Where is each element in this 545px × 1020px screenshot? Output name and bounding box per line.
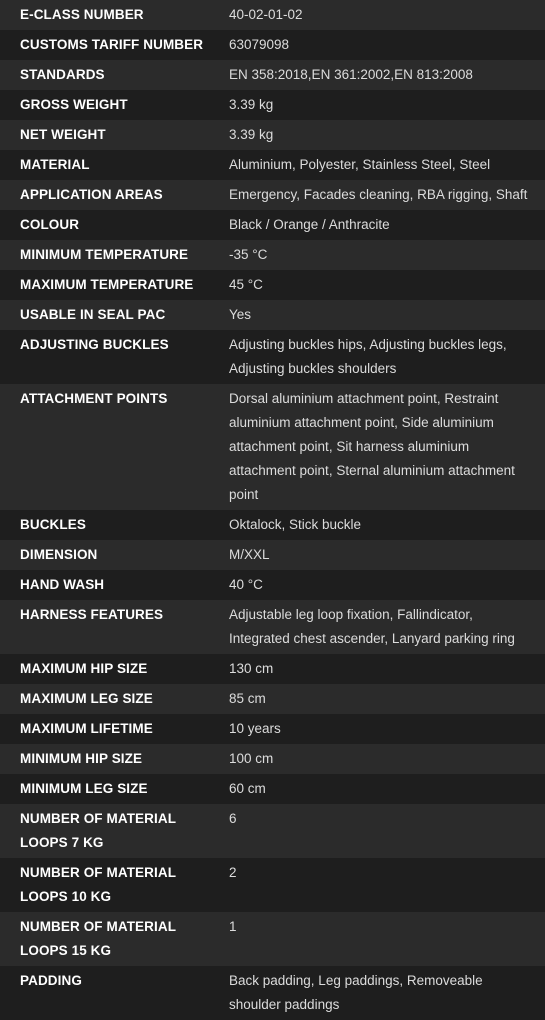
spec-row-minimum-leg-size	[0, 774, 545, 804]
spec-row-material-loops-15kg	[0, 912, 545, 966]
spec-label: GROSS WEIGHT	[20, 97, 128, 112]
spec-value: 3.39 kg	[229, 127, 274, 142]
spec-row-harness-features	[0, 600, 545, 654]
spec-value: M/XXL	[229, 547, 270, 562]
spec-value: 63079098	[229, 37, 290, 52]
spec-label: ADJUSTING BUCKLES	[20, 337, 169, 352]
spec-label: MINIMUM TEMPERATURE	[20, 247, 189, 262]
spec-label: MAXIMUM LEG SIZE	[20, 691, 153, 706]
spec-row-attachment-points	[0, 384, 545, 510]
spec-label: STANDARDS	[20, 67, 105, 82]
spec-label: MAXIMUM TEMPERATURE	[20, 277, 194, 292]
spec-value: Adjustable leg loop fixation, Fallindicator, Integrated chest ascender, Lanyard parking ring	[229, 607, 515, 646]
spec-value: Black / Orange / Anthracite	[229, 217, 390, 232]
spec-row-maximum-lifetime	[0, 714, 545, 744]
spec-value: 2	[229, 865, 237, 880]
spec-label: MINIMUM LEG SIZE	[20, 781, 148, 796]
spec-row-material	[0, 150, 545, 180]
spec-label: MINIMUM HIP SIZE	[20, 751, 143, 766]
spec-value: 85 cm	[229, 691, 266, 706]
spec-row-material-loops-7kg	[0, 804, 545, 858]
spec-label: NUMBER OF MATERIAL LOOPS 7 KG	[20, 811, 176, 850]
spec-row-usable-in-seal-pac	[0, 300, 545, 330]
spec-label: E-CLASS NUMBER	[20, 7, 144, 22]
spec-label: NUMBER OF MATERIAL LOOPS 10 KG	[20, 865, 176, 904]
spec-value: 10 years	[229, 721, 281, 736]
spec-value: EN 358:2018,EN 361:2002,EN 813:2008	[229, 67, 473, 82]
spec-value: 40 °C	[229, 577, 263, 592]
spec-row-hand-wash	[0, 570, 545, 600]
spec-value: Emergency, Facades cleaning, RBA rigging, Shaft	[229, 187, 528, 202]
spec-row-net-weight	[0, 120, 545, 150]
spec-label: CUSTOMS TARIFF NUMBER	[20, 37, 204, 52]
spec-label: MATERIAL	[20, 157, 90, 172]
spec-label: ATTACHMENT POINTS	[20, 391, 168, 406]
spec-row-gross-weight	[0, 90, 545, 120]
spec-label: MAXIMUM LIFETIME	[20, 721, 153, 736]
spec-value: 130 cm	[229, 661, 274, 676]
spec-row-e-class-number	[0, 0, 545, 30]
spec-label: BUCKLES	[20, 517, 86, 532]
spec-label: APPLICATION AREAS	[20, 187, 163, 202]
spec-label: DIMENSION	[20, 547, 98, 562]
spec-value: 60 cm	[229, 781, 266, 796]
spec-row-standards	[0, 60, 545, 90]
spec-row-adjusting-buckles	[0, 330, 545, 384]
spec-row-application-areas	[0, 180, 545, 210]
spec-value: Yes	[229, 307, 252, 322]
spec-value: 100 cm	[229, 751, 274, 766]
spec-label: NET WEIGHT	[20, 127, 106, 142]
spec-value: -35 °C	[229, 247, 268, 262]
spec-value: 40-02-01-02	[229, 7, 303, 22]
spec-label: COLOUR	[20, 217, 80, 232]
spec-row-buckles	[0, 510, 545, 540]
spec-value: Oktalock, Stick buckle	[229, 517, 362, 532]
spec-row-material-loops-10kg	[0, 858, 545, 912]
spec-row-dimension	[0, 540, 545, 570]
spec-label: NUMBER OF MATERIAL LOOPS 15 KG	[20, 919, 176, 958]
spec-row-maximum-hip-size	[0, 654, 545, 684]
spec-row-maximum-temperature	[0, 270, 545, 300]
spec-value: 1	[229, 919, 237, 934]
spec-value: 45 °C	[229, 277, 263, 292]
spec-row-colour	[0, 210, 545, 240]
spec-label: PADDING	[20, 973, 82, 988]
spec-value: Aluminium, Polyester, Stainless Steel, Steel	[229, 157, 491, 172]
spec-row-minimum-hip-size	[0, 744, 545, 774]
spec-label: HARNESS FEATURES	[20, 607, 164, 622]
spec-label: USABLE IN SEAL PAC	[20, 307, 166, 322]
spec-row-customs-tariff-number	[0, 30, 545, 60]
spec-value: Adjusting buckles hips, Adjusting buckles legs, Adjusting buckles shoulders	[229, 337, 507, 376]
spec-label: MAXIMUM HIP SIZE	[20, 661, 148, 676]
spec-row-maximum-leg-size	[0, 684, 545, 714]
spec-row-padding	[0, 966, 545, 1020]
spec-label: HAND WASH	[20, 577, 105, 592]
spec-value: 6	[229, 811, 237, 826]
spec-row-minimum-temperature	[0, 240, 545, 270]
spec-value: Dorsal aluminium attachment point, Restraint aluminium attachment point, Side aluminium attachment point, Sit harness aluminium attachment point, Sternal aluminium attachment point	[229, 391, 515, 502]
spec-value: 3.39 kg	[229, 97, 274, 112]
spec-value: Back padding, Leg paddings, Removeable shoulder paddings	[229, 973, 483, 1012]
